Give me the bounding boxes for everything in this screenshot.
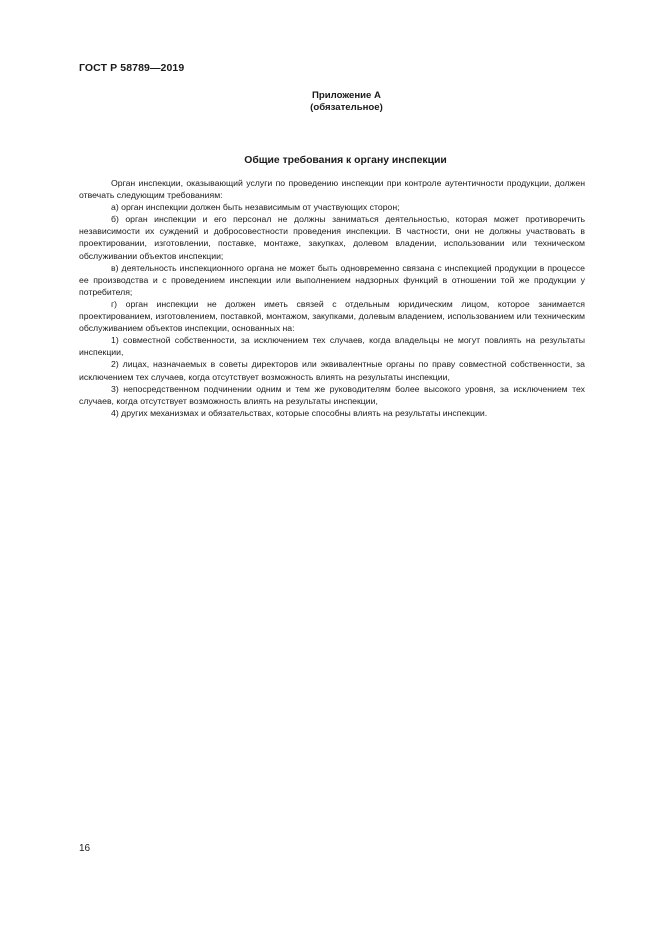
- paragraph-item-g: г) орган инспекции не должен иметь связей с отдельным юридическим лицом, которое занимается проектированием, изготовлением, поставкой, монтажом, закупками, долевым владением, использованием или техническим обслуживанием объектов инспекции, основанных на:: [79, 298, 585, 334]
- paragraph-subitem-1: 1) совместной собственности, за исключением тех случаев, когда владельцы не могут повлиять на результаты инспекции,: [79, 335, 585, 358]
- paragraph-intro: Орган инспекции, оказывающий услуги по проведению инспекции при контроле аутентичности продукции, должен отвечать следующим требованиям:: [79, 178, 585, 201]
- body-text: [79, 177, 585, 419]
- section-title-text: Общие требования к органу инспекции: [244, 155, 447, 166]
- paragraph-subitem-4: 4) других механизмах и обязательствах, которые способны влиять на результаты инспекции.: [111, 407, 488, 418]
- paragraph-subitem-2: 2) лицах, назначаемых в советы директоров или эквивалентные органы по праву совместной собственности, за исключением тех случаев, когда отсутствует возможность влиять на результаты инспекции,: [79, 359, 585, 382]
- document-code: ГОСТ Р 58789—2019: [79, 62, 185, 74]
- paragraph-subitem-3: 3) непосредственном подчинении одним и тем же руководителям более высокого уровня, за исключением тех случаев, когда отсутствует возможность влиять на результаты инспекции,: [79, 383, 585, 406]
- paragraph-item-v: в) деятельность инспекционного органа не может быть одновременно связана с инспекцией продукции в процессе ее производства и с проведением инспекции или выполнением надзорных функций в отношении той же продукции у потребителя;: [79, 262, 585, 297]
- annex-heading: [0, 90, 661, 114]
- annex-status: (обязательное): [310, 102, 383, 113]
- section-title: [0, 155, 661, 166]
- paragraph-item-b: б) орган инспекции и его персонал не должны заниматься деятельностью, которая может противоречить независимости их суждений и добросовестности проведения инспекции. В частности, они не должны участвовать в проектировании, изготовлении, поставке, монтаже, закупках, долевом владении, использовании или техническом обслуживании объектов инспекции;: [79, 214, 585, 261]
- annex-title: Приложение А: [312, 90, 381, 101]
- paragraph-item-a: а) орган инспекции должен быть независимым от участвующих сторон;: [111, 202, 400, 213]
- page-number: 16: [79, 843, 91, 854]
